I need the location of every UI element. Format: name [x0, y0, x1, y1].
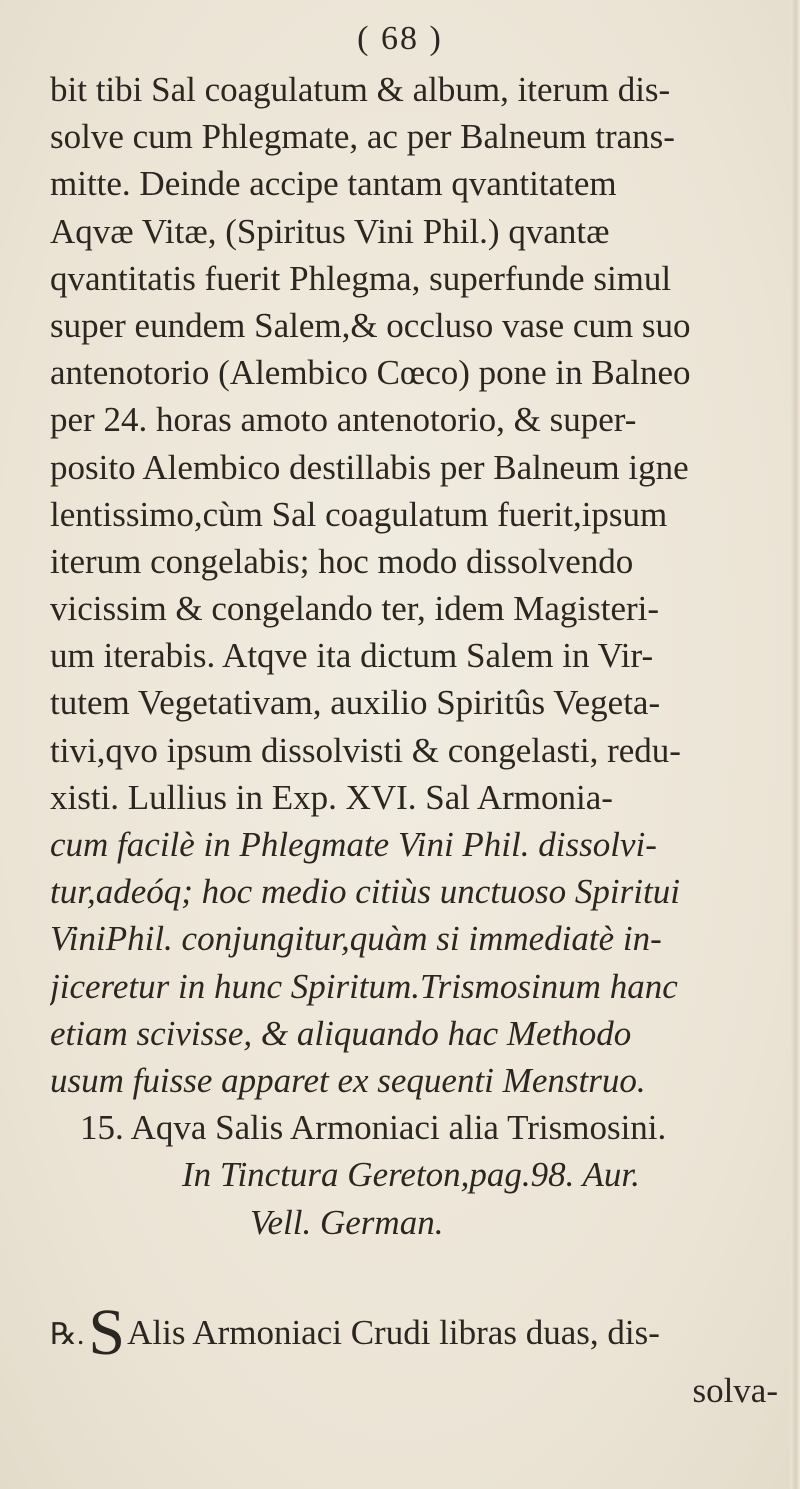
text-line: antenotorio (Alembico Cœco) pone in Balneo — [50, 353, 691, 393]
text-line: etiam scivisse, & aliquando hac Methodo — [50, 1013, 632, 1053]
text-line: jiceretur in hunc Spiritum.Trismosinum hanc — [50, 966, 678, 1006]
recipe-text: Alis Armoniaci Crudi libras duas, dis- — [127, 1313, 660, 1352]
text-line: posito Alembico destillabis per Balneum igne — [50, 447, 689, 487]
text-line: solve cum Phlegmate, ac per Balneum trans- — [50, 117, 675, 157]
citation-line: Vell. German. — [250, 1202, 444, 1242]
text-line: xisti. Lullius in Exp. XVI. Sal Armonia- — [50, 777, 613, 817]
text-line: vicissim & congelando ter, idem Magisteri- — [50, 589, 660, 629]
text-line: tur,adeóq; hoc medio citiùs unctuoso Spiritui — [50, 872, 680, 912]
text-line: cum facilè in Phlegmate Vini Phil. dissolvi- — [50, 825, 657, 864]
citation-line: In Tinctura Gereton,pag.98. Aur. — [182, 1155, 640, 1195]
text-line: super eundem Salem,& occluso vase cum suo — [50, 305, 691, 345]
text-line: bit tibi Sal coagulatum & album, iterum dis- — [50, 70, 671, 109]
text-line: usum fuisse apparet ex sequenti Menstruo. — [50, 1060, 646, 1100]
recipe-line — [50, 1296, 792, 1369]
section-heading: 15. Aqva Salis Armoniaci alia Trismosini. — [80, 1108, 667, 1148]
body-text — [50, 66, 792, 1246]
text-line: lentissimo,cùm Sal coagulatum fuerit,ipsum — [50, 494, 668, 534]
catchword: solva- — [692, 1371, 778, 1410]
drop-cap: S — [88, 1296, 126, 1369]
recipe-symbol: ℞. — [50, 1318, 85, 1351]
text-line: iterum congelabis; hoc modo dissolvendo — [50, 541, 634, 581]
text-line: Aqvæ Vitæ, (Spiritus Vini Phil.) qvantæ — [50, 211, 610, 251]
text-line: tutem Vegetativam, auxilio Spiritûs Vegeta- — [50, 683, 661, 723]
text-line: qvantitatis fuerit Phlegma, superfunde simul — [50, 258, 672, 298]
text-line: ViniPhil. conjungitur,quàm si immediatè in- — [50, 919, 662, 959]
text-line: per 24. horas amoto antenotorio, & super- — [50, 400, 637, 440]
text-line: tivi,qvo ipsum dissolvisti & congelasti, redu- — [50, 730, 681, 770]
page-number: ( 68 ) — [357, 20, 443, 57]
text-line: um iterabis. Atqve ita dictum Salem in Vir- — [50, 636, 654, 676]
text-line: mitte. Deinde accipe tantam qvantitatem — [50, 164, 617, 204]
